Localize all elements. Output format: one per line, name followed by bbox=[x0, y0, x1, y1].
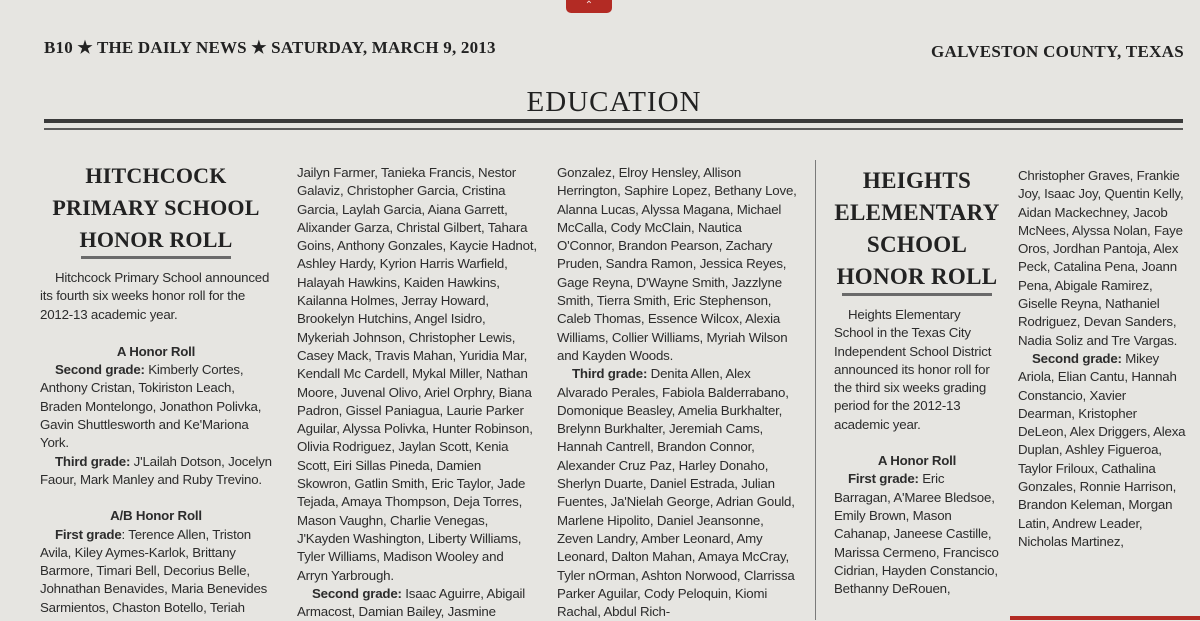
second-grade-paragraph bbox=[40, 361, 272, 452]
scroll-top-tab[interactable] bbox=[566, 0, 612, 13]
grade-label: Second grade: bbox=[55, 362, 145, 378]
grade-names: : Terence Allen, Triston Avila, Kiley Aymes-Karlok, Brittany Barmore, Timari Bell, Decorius Belle, Johnathan Benavides, Maria Benevides Sarmientos, Chaston Botello, Teriah bbox=[40, 526, 268, 615]
ab-honor-roll-subhead: A/B Honor Roll bbox=[110, 508, 202, 524]
heights-column-2 bbox=[1018, 167, 1186, 551]
second-grade-paragraph bbox=[1018, 350, 1186, 551]
hitchcock-column-1 bbox=[40, 160, 272, 617]
headline-line-1: HEIGHTS bbox=[862, 168, 972, 193]
header-right: GALVESTON COUNTY, TEXAS bbox=[930, 42, 1184, 61]
grade-label: Second grade: bbox=[1032, 350, 1122, 366]
grade-label: Third grade: bbox=[572, 366, 648, 382]
first-grade-paragraph bbox=[40, 526, 272, 617]
hitchcock-intro: Hitchcock Primary School announced its fourth six weeks honor roll for the 2012-13 academic year. bbox=[40, 270, 270, 322]
names-paragraph: Gonzalez, Elroy Hensley, Allison Herrington, Saphire Lopez, Bethany Love, Alanna Lucas, Alyssa Magana, Michael McCalla, Cody McClain, Nautica O'Connor, Brandon Pearson, Zachary Pruden, Sandra Ramon, Jessica Reyes, Gage Reyna, D'Wayne Smith, Jazzlyne Smith, Tierra Smith, Eric Stephenson, Caleb Thomas, Essence Wilcox, Alexia Williams, Collier Williams, Myriah Wilson and Kayden Woods. bbox=[557, 165, 797, 363]
headline-line-2: PRIMARY SCHOOL bbox=[52, 195, 260, 220]
grade-label: Second grade: bbox=[312, 585, 402, 601]
hitchcock-column-2 bbox=[297, 164, 537, 621]
third-grade-paragraph bbox=[557, 365, 797, 621]
chevron-up-icon: ⌃ bbox=[584, 0, 594, 11]
grade-names: Eric Barragan, A'Maree Bledsoe, Emily Brown, Mason Cahanap, Janeese Castille, Marissa Cermeno, Francisco Cidrian, Hayden Constancio, Bethanny DeRouen, bbox=[834, 471, 999, 597]
headline-line-4: HONOR ROLL bbox=[836, 264, 998, 289]
headline-line-1: HITCHCOCK bbox=[85, 163, 227, 188]
grade-label: Third grade: bbox=[55, 453, 131, 469]
grade-names: J'Lailah Dotson, Jocelyn Faour, Mark Manley and Ruby Trevino. bbox=[40, 453, 272, 487]
headline-underline bbox=[81, 256, 231, 259]
grade-names: Mikey Ariola, Elian Cantu, Hannah Constancio, Xavier Dearman, Kristopher DeLeon, Alex Driggers, Alexa Duplan, Ashley Figueroa, Taylor Friloux, Cathalina Gonzales, Ronnie Harrison, Brandon Keleman, Morgan Latin, Andrew Leader, Nicholas Martinez, bbox=[1018, 350, 1186, 549]
names-paragraph: Christopher Graves, Frankie Joy, Isaac Joy, Quentin Kelly, Aidan Mackechney, Jacob McNees, Alyssa Nolan, Faye Oros, Jordhan Pantoja, Alex Peck, Catalina Pena, Joann Pena, Abigale Ramirez, Giselle Reyna, Nathaniel Rodriguez, Devan Sanders, Nadia Soliz and Tre Vargas. bbox=[1018, 168, 1184, 348]
a-honor-roll-subhead: A Honor Roll bbox=[877, 453, 957, 469]
heights-column-1 bbox=[834, 165, 1000, 598]
second-grade-paragraph bbox=[297, 585, 537, 621]
names-paragraph: Jailyn Farmer, Tanieka Francis, Nestor Galaviz, Christopher Garcia, Cristina Garcia, Laylah Garcia, Aiana Garrett, Alixander Garza, Christal Gilbert, Tahara Goins, Anthony Gonzales, Kaycie Hadnot, Ashley Hardy, Kyrion Harris Warfield, Halayah Hawkins, Kaiden Hawkins, Kailanna Holmes, Jerray Howard, Brookelyn Hutchins, Angel Isidro, Mykeriah Johnson, Christopher Lewis, Casey Mack, Travis Mahan, Yuridia Mar, Kendall Mc Cardell, Mykal Miller, Nathan Moore, Juvenal Olivo, Ariel Orphry, Biana Padron, Gissel Paniagua, Laurie Parker Aguilar, Alyssa Polivka, Hunter Robinson, Olivia Rodriguez, Jaylan Scott, Kenia Scott, Eiri Sillas Pineda, Damien Skowron, Gatlin Smith, Eric Taylor, Jade Tejada, Amaya Thompson, Deja Torres, Mason Vaughn, Charlie Venegas, J'Kayden Washington, Liberty Williams, Tyler Williams, Madison Wooley and Arryn Yarbrough. bbox=[297, 165, 537, 583]
a-honor-roll-subhead: A Honor Roll bbox=[116, 343, 196, 359]
heights-headline bbox=[834, 165, 1000, 293]
section-title: EDUCATION bbox=[526, 86, 702, 118]
grade-label: First grade: bbox=[848, 471, 919, 487]
header-rule-thin bbox=[44, 128, 1183, 130]
first-grade-paragraph bbox=[834, 470, 1000, 598]
hitchcock-headline bbox=[40, 160, 272, 256]
column-divider bbox=[815, 160, 816, 620]
grade-names: Kimberly Cortes, Anthony Cristan, Tokiriston Leach, Braden Montelongo, Jonathon Polivka, Gavin Shuttlesworth and Ke'Mariona York. bbox=[40, 362, 262, 451]
headline-line-2: ELEMENTARY bbox=[834, 200, 1000, 225]
header-left: B10 ★ THE DAILY NEWS ★ SATURDAY, MARCH 9, 2013 bbox=[44, 38, 496, 57]
headline-line-3: SCHOOL bbox=[866, 232, 968, 257]
hitchcock-column-3 bbox=[557, 164, 797, 621]
bottom-accent-bar bbox=[1010, 616, 1200, 620]
headline-underline bbox=[842, 293, 992, 296]
heights-intro: Heights Elementary School in the Texas City Independent School District announced its honor roll for the third six weeks grading period for the 2012-13 academic year. bbox=[834, 307, 992, 432]
headline-line-3: HONOR ROLL bbox=[79, 227, 233, 252]
grade-names: Denita Allen, Alex Alvarado Perales, Fabiola Balderrabano, Domonique Beasley, Amelia Burkhalter, Brelynn Burkhalter, Jeremiah Cams, Hannah Cantrell, Brandon Connor, Alexander Cruz Paz, Harley Donaho, Sherlyn Duarte, Daniel Estrada, Julian Fuentes, Ja'Nielah George, Adrian Gould, Marlene Hipolito, Daniel Jeansonne, Zeven Landry, Amber Leonard, Amy Leonard, Dalton Mahan, Amaya McCray, Tyler nOrman, Ashton Norwood, Clarrissa Parker Aguilar, Cody Peloquin, Kiomi Rachal, Abdul Rich- bbox=[557, 366, 795, 620]
grade-label: First grade bbox=[55, 526, 122, 542]
header-rule-thick bbox=[44, 119, 1183, 123]
third-grade-paragraph bbox=[40, 453, 272, 490]
page-header bbox=[44, 38, 1184, 62]
grade-names: Isaac Aguirre, Abigail Armacost, Damian Bailey, Jasmine bbox=[297, 585, 526, 620]
